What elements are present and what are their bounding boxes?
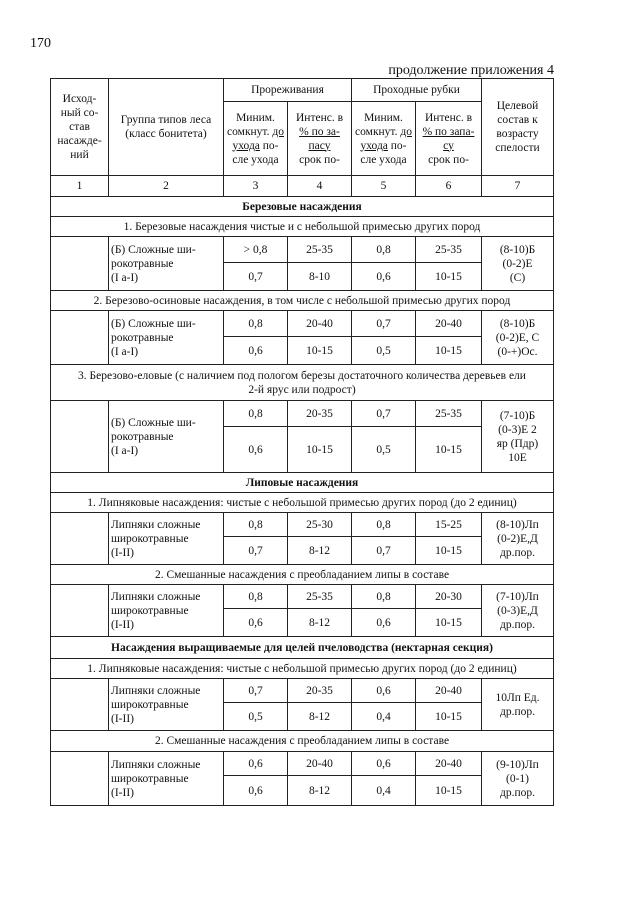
header-min-density: Миним. сомкнут. до ухода по- сле ухода — [224, 102, 288, 176]
col-num: 5 — [352, 176, 416, 197]
section-nectar: Насаждения выращиваемые для целей пчеловодства (нектарная секция) — [51, 637, 554, 659]
target-composition-cell: 10Лп Ед. др.пор. — [482, 679, 554, 731]
group-birch-2: 2. Березово-осиновые насаждения, в том числе с небольшой примесью других пород — [51, 291, 554, 311]
group-birch-1: 1. Березовые насаждения чистые и с небольшой примесью других пород — [51, 217, 554, 237]
forest-type-cell: (Б) Сложные ши- рокотравные (I а-I) — [109, 311, 224, 365]
group-linden-2: 2. Смешанные насаждения с преобладанием липы в составе — [51, 565, 554, 585]
group-nectar-2: 2. Смешанные насаждения с преобладанием липы в составе — [51, 731, 554, 752]
page-number: 170 — [30, 36, 51, 51]
forest-type-cell: (Б) Сложные ши- рокотравные (I а-I) — [109, 237, 224, 291]
header-forest-type-group: Группа типов леса (класс бонитета) — [109, 79, 224, 176]
header-thinning: Прореживания — [224, 79, 352, 102]
target-composition-cell: (8-10)Лп (0-2)Е,Д др.пор. — [482, 513, 554, 565]
header-intensity-2: Интенс. в % по запа- су срок по- — [416, 102, 482, 176]
column-number-row — [51, 176, 554, 197]
target-composition-cell: (7-10)Лп (0-3)Е,Д др.пор. — [482, 585, 554, 637]
header-initial-composition: Исход- ный со- став насажде- ний — [51, 79, 109, 176]
col-num: 3 — [224, 176, 288, 197]
group-nectar-1: 1. Липняковые насаждения: чистые с небольшой примесью других пород (до 2 единиц) — [51, 659, 554, 679]
target-composition-cell: (8-10)Б (0-2)Е (С) — [482, 237, 554, 291]
continuation-title: продолжение приложения 4 — [388, 63, 554, 78]
col-num: 2 — [109, 176, 224, 197]
section-birch: Березовые насаждения — [51, 197, 554, 217]
target-composition-cell: (8-10)Б (0-2)Е, С (0-+)Ос. — [482, 311, 554, 365]
target-composition-cell: (9-10)Лп (0-1) др.пор. — [482, 752, 554, 806]
forest-type-cell: Липняки сложные широкотравные (I-II) — [109, 513, 224, 565]
forest-care-table: Исход- ный со- став насажде- ний Группа типов леса (класс бонитета) Прореживания Проходные рубки Целевой состав к возрасту спелости Миним. сомкнут. до ухода по- сле ухода Интенс. в % по за- пасу срок по- Миним. сомкнут. до ухода по- сле ухода Интенс. в % по запа- су срок по- 1 2 3 4 5 6 7 Березовые насаждения 1. Березовые насаждения чистые и с небольшой примесью других пород (Б) Сложные ши- рокотравные (I а-I) > 0,8 25-35 0,8 25-35 (8-10)Б (0-2)Е (С) 0,7 8-10 0,6 10-15 2. Березово-осиновые насаждения, в том числе с небольшой примесью других пород (Б) Сложные ши- рокотравные (I а-I) 0,8 20-40 0,7 20-40 (8-10)Б (0-2)Е, С (0-+)Ос. 0,6 10-15 0,5 10-15 3. Березово-еловые (с наличием под пологом березы достаточного количества деревьев ели 2-й ярус или подрост) (Б) Сложные ши- рокотравные (I а-I) 0,8 20-35 0,7 25-35 (7-10)Б (0-3)Е 2 яр (Пдр) 10Е 0,6 10-15 0,5 10-15 Липовые насаждения 1. Липняковые насаждения: чистые с небольшой примесью других пород (до 2 единиц) Липняки сложные широкотравные (I-II) 0,8 25-30 0,8 15-25 (8-10)Лп (0-2)Е,Д др.пор. 0,7 8-12 0,7 10-15 2. Смешанные насаждения с преобладанием липы в составе Липняки сложные широкотравные (I-II) 0,8 25-35 0,8 20-30 (7-10)Лп (0-3)Е,Д др.пор. 0,6 8-12 0,6 10-15 Насаждения выращиваемые для целей пчеловодства (нектарная секция) 1. Липняковые насаждения: чистые с небольшой примесью других пород (до 2 единиц) Липняки сложные широкотравные (I-II) 0,7 20-35 0,6 20-40 10Лп Ед. др.пор. 0,5 8-12 0,4 10-15 2. Смешанные насаждения с преобладанием липы в составе Липняки сложные широкотравные (I-II) 0,6 20-40 0,6 20-40 (9-10)Лп (0-1) др.пор. 0,6 8-12 0,4 10-15 — [50, 78, 554, 806]
header-target-composition: Целевой состав к возрасту спелости — [482, 79, 554, 176]
col-num: 6 — [416, 176, 482, 197]
forest-type-cell: Липняки сложные широкотравные (I-II) — [109, 679, 224, 731]
col-num: 1 — [51, 176, 109, 197]
group-linden-1: 1. Липняковые насаждения: чистые с небольшой примесью других пород (до 2 единиц) — [51, 493, 554, 513]
forest-type-cell: Липняки сложные широкотравные (I-II) — [109, 585, 224, 637]
header-intensity: Интенс. в % по за- пасу срок по- — [288, 102, 352, 176]
group-birch-3: 3. Березово-еловые (с наличием под пологом березы достаточного количества деревьев ели 2-й ярус или подрост) — [51, 365, 554, 401]
forest-type-cell: (Б) Сложные ши- рокотравные (I а-I) — [109, 401, 224, 473]
header-min-density-2: Миним. сомкнут. до ухода по- сле ухода — [352, 102, 416, 176]
col-num: 4 — [288, 176, 352, 197]
target-composition-cell: (7-10)Б (0-3)Е 2 яр (Пдр) 10Е — [482, 401, 554, 473]
section-linden: Липовые насаждения — [51, 473, 554, 493]
forest-type-cell: Липняки сложные широкотравные (I-II) — [109, 752, 224, 806]
header-passing-cuts: Проходные рубки — [352, 79, 482, 102]
col-num: 7 — [482, 176, 554, 197]
